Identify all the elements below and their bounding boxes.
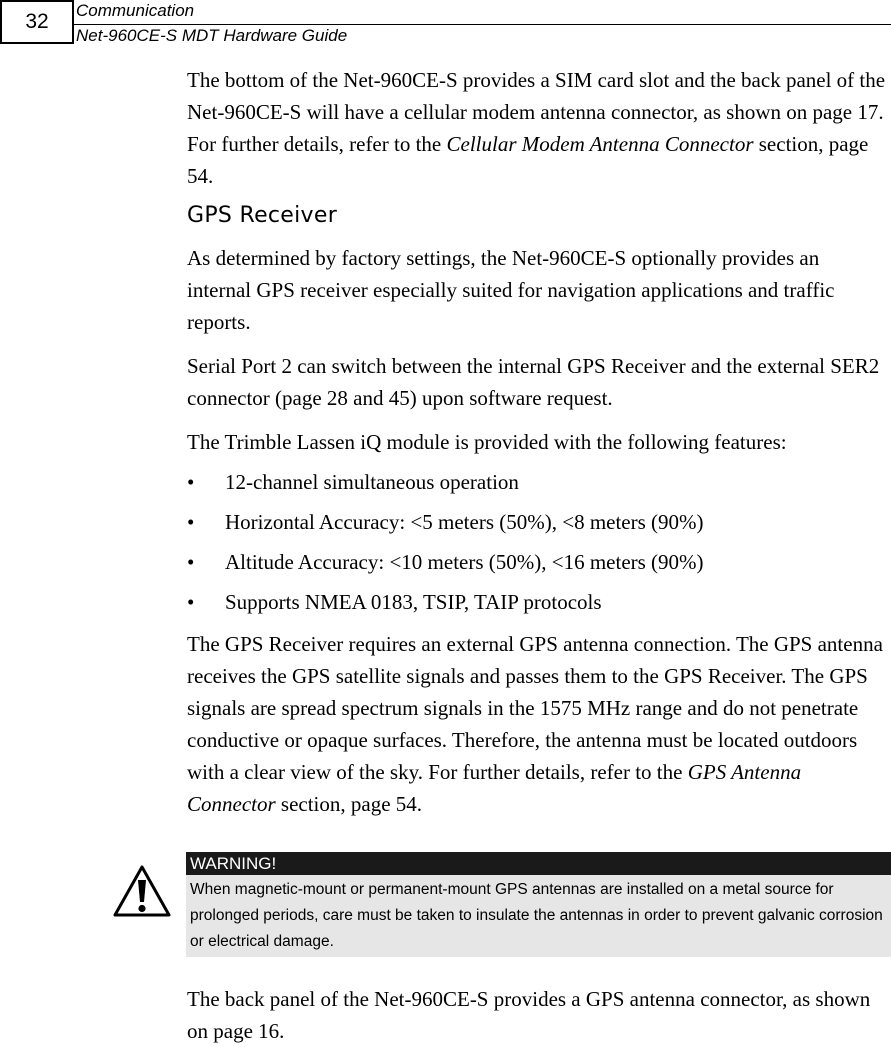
bullet-icon: •: [187, 510, 195, 534]
gps-paragraph-3: The Trimble Lassen iQ module is provided with the following features:: [187, 430, 787, 454]
main-content: [187, 64, 887, 820]
warning-title: WARNING!: [186, 852, 891, 875]
bullet-icon: •: [187, 590, 195, 614]
gps-antenna-ref: GPS Antenna Connector: [187, 760, 802, 816]
list-item: • Horizontal Accuracy: <5 meters (50%), <8 meters (90%): [187, 502, 887, 542]
feature-list: [187, 462, 887, 622]
bullet-icon: •: [187, 550, 195, 574]
gps-paragraph-2: Serial Port 2 can switch between the internal GPS Receiver and the external SER2 connector (page 28 and 45) upon software request.: [187, 354, 880, 410]
closing-paragraph: The back panel of the Net-960CE-S provides a GPS antenna connector, as shown on page 16.: [187, 987, 871, 1043]
warning-triangle-icon: [112, 864, 172, 918]
closing-section: [187, 983, 887, 1047]
page-number: 32: [0, 0, 74, 44]
list-item: • 12-channel simultaneous operation: [187, 462, 887, 502]
gps-paragraph-4: The GPS Receiver requires an external GPS antenna connection. The GPS antenna receives the GPS satellite signals and passes them to the GPS Receiver. The GPS signals are spread spectrum signals in the 1575 MHz range and do not penetrate conductive or opaque surfaces. Therefore, the antenna must be located outdoors with a clear view of the sky. For further details, refer to the GPS Antenna Connector section, page 54.: [187, 632, 883, 816]
bullet-icon: •: [187, 470, 195, 494]
list-item: • Supports NMEA 0183, TSIP, TAIP protocols: [187, 582, 887, 622]
gps-receiver-heading: GPS Receiver: [187, 203, 338, 228]
header-rule: [74, 24, 891, 25]
header-section: Communication: [76, 1, 195, 20]
cellular-antenna-ref: Cellular Modem Antenna Connector: [446, 132, 754, 156]
list-item: • Altitude Accuracy: <10 meters (50%), <16 meters (90%): [187, 542, 887, 582]
intro-paragraph: The bottom of the Net-960CE-S provides a SIM card slot and the back panel of the Net-960CE-S will have a cellular modem antenna connector, as shown on page 17. For further details, refer to the Cellular Modem Antenna Connector section, page 54.: [187, 68, 886, 188]
warning-text: When magnetic-mount or permanent-mount GPS antennas are installed on a metal source for prolonged periods, care must be taken to insulate the antennas in order to prevent galvanic corrosion or electrical damage.: [186, 875, 891, 957]
warning-box: [186, 852, 891, 957]
header-guide-title: Net-960CE-S MDT Hardware Guide: [76, 26, 348, 45]
gps-paragraph-1: As determined by factory settings, the Net-960CE-S optionally provides an internal GPS receiver especially suited for navigation applications and traffic reports.: [187, 246, 835, 334]
